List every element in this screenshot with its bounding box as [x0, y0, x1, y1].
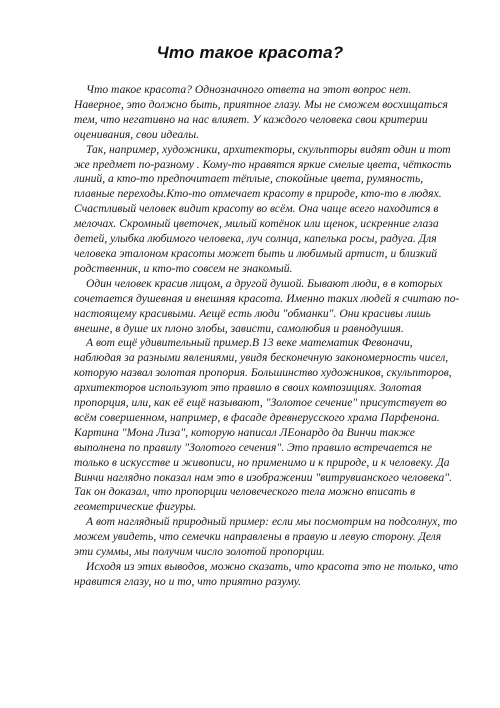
paragraph: Исходя из этих выводов, можно сказать, что красота это не только, что нравится глазу, но и то, что приятно разуму. — [74, 560, 459, 588]
paragraph: Так, например, художники, архитекторы, скульпторы видят один и тот же предмет по-разному . Кому-то нравятся яркие смелые цвета, чёткость линий, а кто-то предпочитает тёплые, спокойные цвета, румяность, плавные переходы.Кто-то отмечает красоту в природе, кто-то в людях. Счастливый человек видит красоту во всём. Она чаще всего находится в мелочах. Скромный цветочек, милый котёнок или щенок, искренние глаза детей, улыбка любимого человека, луч солнца, капелька росы, радуга. Для человека эталоном красоты может быть и любимый артист, и близкий родственник, и кто-то совсем не знакомый. — [74, 142, 452, 275]
document-body — [74, 83, 462, 590]
paragraph: А вот ещё удивительный пример.В 13 веке математик Февоначи, наблюдая за разными явлениями, увидя бесконечную закономерность чисел, которую назвал золотая пропория. Большинство художников, скульпторов, архитекторов используют это правило в своих композициях. Золотая пропорция, или, как её ещё называют, "Золотое сечение" присутствует во всём совершенном, например, в фасаде древнерусского храма Парфенона. Картина "Мона Лиза", которую написал ЛЕонардо да Винчи также выполнена по правилу "Золотого сечения". Это правило встречается не только в искусстве и живописи, но применимо и к природе, и к человеку. Да Винчи наглядно показал нам это в изображении "витрувианского человека". Так он доказал, что пропорции человеческого тела можно вписать в геометрические фигуры. — [74, 336, 453, 514]
paragraph: Что такое красота? Однозначного ответа на этот вопрос нет. Наверное, это должно быть, приятное глазу. Мы не сможем восхищаться тем, что негативно на нас влияет. У каждого человека свои критерии оценивания, свои идеалы. — [74, 83, 448, 141]
document-title: Что такое красота? — [156, 43, 344, 62]
paragraph: А вот наглядный природный пример: если мы посмотрим на подсолнух, то можем увидеть, что семечки направлены в правую и левую сторону. Деля эти суммы, мы получим число золотой пропорции. — [74, 515, 458, 559]
paragraph: Один человек красив лицом, а другой душой. Бывают люди, в в которых сочетается душевная и внешняя красота. Именно таких людей я считаю по-настоящему красивыми. Аещё есть люди "обманки". Они красивы лишь внешне, в душе их плоно злобы, зависти, самолюбия и равнодушия. — [74, 276, 460, 335]
